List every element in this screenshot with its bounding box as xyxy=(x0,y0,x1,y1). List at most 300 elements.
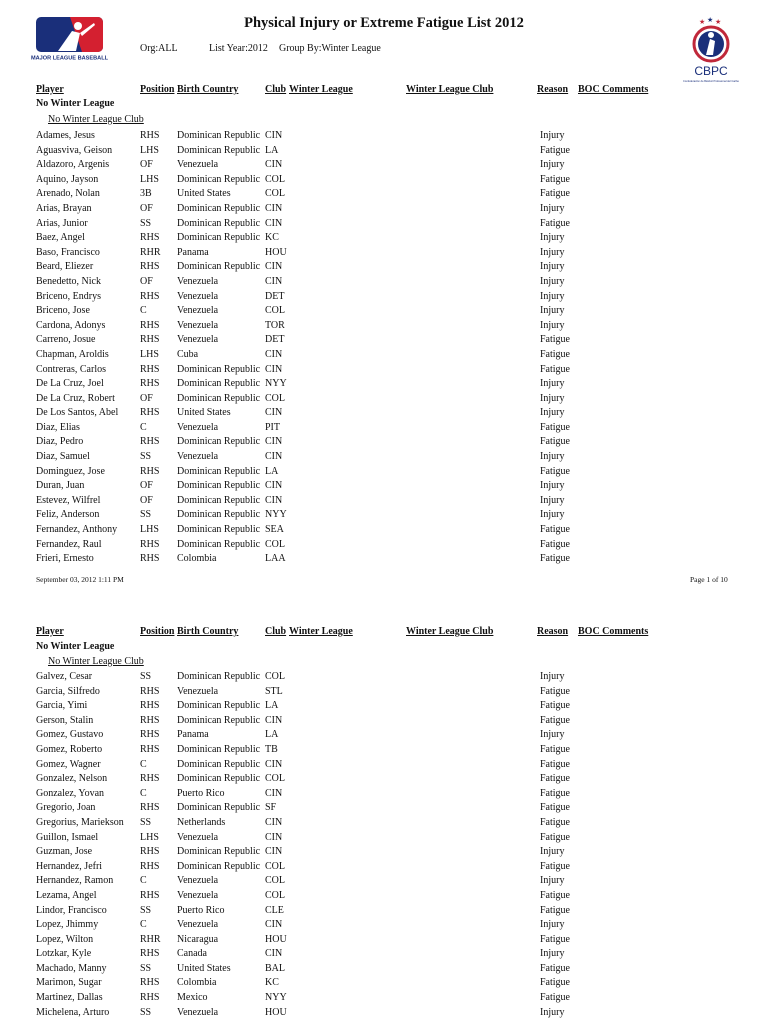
player-birth-country: Dominican Republic xyxy=(177,773,261,785)
player-position: SS xyxy=(140,217,152,229)
col-reason: Reason xyxy=(537,626,569,637)
player-birth-country: Dominican Republic xyxy=(177,378,261,390)
player-position: C xyxy=(140,919,147,931)
table-row xyxy=(0,305,768,320)
player-club: CIN xyxy=(265,130,283,141)
player-reason: Injury xyxy=(540,494,565,506)
player-name: Lezama, Angel xyxy=(36,889,97,901)
table-row xyxy=(0,232,768,247)
player-position: OF xyxy=(140,159,153,171)
player-club: LAA xyxy=(265,553,286,565)
player-birth-country: Puerto Rico xyxy=(177,904,225,916)
svg-text:★: ★ xyxy=(707,16,714,24)
player-reason: Fatigue xyxy=(540,816,570,828)
player-club: COL xyxy=(265,538,285,550)
table-row xyxy=(0,261,768,276)
player-reason: Fatigue xyxy=(540,188,570,200)
player-club: CIN xyxy=(265,480,283,492)
player-name: Gregorius, Mariekson xyxy=(36,816,124,828)
table-row xyxy=(0,788,768,803)
player-name: Hernandez, Ramon xyxy=(36,875,114,887)
player-reason: Fatigue xyxy=(540,962,570,974)
table-row xyxy=(0,218,768,233)
player-club: DET xyxy=(265,290,285,302)
player-reason: Injury xyxy=(540,275,565,287)
table-row xyxy=(0,729,768,744)
player-name: Diaz, Samuel xyxy=(36,451,90,463)
player-position: RHS xyxy=(140,319,160,331)
player-club: CIN xyxy=(265,202,283,214)
player-birth-country: Dominican Republic xyxy=(177,130,261,141)
player-reason: Fatigue xyxy=(540,465,570,477)
player-name: Gomez, Roberto xyxy=(36,743,103,755)
player-birth-country: United States xyxy=(177,962,231,974)
player-reason: Injury xyxy=(540,202,565,214)
page1-player-list xyxy=(0,130,768,568)
player-position: RHS xyxy=(140,700,160,712)
player-name: Hernandez, Jefri xyxy=(36,860,103,872)
table-row xyxy=(0,247,768,262)
table-row xyxy=(0,422,768,437)
col-winter-league: Winter League xyxy=(289,626,353,637)
table-row xyxy=(0,539,768,554)
page2-player-list xyxy=(0,671,768,1021)
player-club: COL xyxy=(265,305,285,317)
player-position: RHS xyxy=(140,407,160,419)
player-position: RHS xyxy=(140,992,160,1004)
player-name: De La Cruz, Joel xyxy=(36,378,104,390)
player-name: Gerson, Stalin xyxy=(36,714,94,726)
player-name: Fernandez, Raul xyxy=(36,538,102,550)
player-birth-country: Panama xyxy=(177,729,209,741)
table-row xyxy=(0,744,768,759)
player-club: STL xyxy=(265,685,283,697)
player-reason: Injury xyxy=(540,846,565,858)
player-position: C xyxy=(140,421,147,433)
col-reason: Reason xyxy=(537,84,569,95)
player-reason: Fatigue xyxy=(540,217,570,229)
player-name: Guillon, Ismael xyxy=(36,831,99,843)
player-reason: Injury xyxy=(540,290,565,302)
player-club: COL xyxy=(265,860,285,872)
table-row xyxy=(0,378,768,393)
player-club: CIN xyxy=(265,948,283,960)
player-name: Gregorio, Joan xyxy=(36,802,96,814)
player-birth-country: Dominican Republic xyxy=(177,700,261,712)
player-position: RHS xyxy=(140,846,160,858)
player-birth-country: Dominican Republic xyxy=(177,261,261,273)
player-birth-country: Dominican Republic xyxy=(177,671,261,682)
player-position: SS xyxy=(140,451,152,463)
table-row xyxy=(0,451,768,466)
player-club: NYY xyxy=(265,509,287,521)
table-row xyxy=(0,159,768,174)
col-position: Position xyxy=(140,84,175,95)
player-name: Garcia, Silfredo xyxy=(36,685,100,697)
player-name: Guzman, Jose xyxy=(36,846,93,858)
player-name: Briceno, Endrys xyxy=(36,290,101,302)
player-position: SS xyxy=(140,962,152,974)
player-club: DET xyxy=(265,334,285,346)
player-reason: Fatigue xyxy=(540,173,570,185)
player-position: RHS xyxy=(140,685,160,697)
section-winter-league: No Winter League xyxy=(36,98,115,109)
player-club: CIN xyxy=(265,436,283,448)
player-birth-country: Dominican Republic xyxy=(177,802,261,814)
player-position: RHS xyxy=(140,860,160,872)
player-birth-country: Cuba xyxy=(177,348,199,360)
player-club: COL xyxy=(265,392,285,404)
player-club: LA xyxy=(265,700,279,712)
cbpc-logo-subtitle: Confederación de Béisbol Profesional del Caribe xyxy=(683,80,739,83)
table-row xyxy=(0,174,768,189)
player-name: Estevez, Wilfrel xyxy=(36,494,101,506)
player-name: Dominguez, Jose xyxy=(36,465,105,477)
player-position: RHS xyxy=(140,334,160,346)
player-reason: Fatigue xyxy=(540,992,570,1004)
player-birth-country: Dominican Republic xyxy=(177,436,261,448)
player-club: KC xyxy=(265,232,279,244)
player-club: LA xyxy=(265,729,279,741)
player-birth-country: Venezuela xyxy=(177,290,219,302)
player-position: RHS xyxy=(140,948,160,960)
table-row xyxy=(0,934,768,949)
report-title: Physical Injury or Extreme Fatigue List 2012 xyxy=(244,15,524,31)
player-club: LA xyxy=(265,465,279,477)
col-boc-comments: BOC Comments xyxy=(578,84,649,95)
player-club: CIN xyxy=(265,494,283,506)
player-name: Fernandez, Anthony xyxy=(36,524,118,536)
player-birth-country: Dominican Republic xyxy=(177,217,261,229)
player-club: COL xyxy=(265,671,285,682)
table-row xyxy=(0,977,768,992)
table-row xyxy=(0,436,768,451)
player-birth-country: Colombia xyxy=(177,553,217,565)
player-position: RHS xyxy=(140,261,160,273)
table-row xyxy=(0,890,768,905)
table-row xyxy=(0,276,768,291)
player-club: CIN xyxy=(265,363,283,375)
table-row xyxy=(0,715,768,730)
player-name: Cardona, Adonys xyxy=(36,319,106,331)
player-position: RHR xyxy=(140,246,161,258)
table-row xyxy=(0,291,768,306)
player-reason: Injury xyxy=(540,729,565,741)
player-club: SF xyxy=(265,802,277,814)
col-club: Club xyxy=(265,626,287,637)
player-reason: Fatigue xyxy=(540,348,570,360)
player-club: HOU xyxy=(265,933,287,945)
player-position: RHS xyxy=(140,538,160,550)
table-row xyxy=(0,495,768,510)
player-name: De Los Santos, Abel xyxy=(36,407,119,419)
player-name: Adames, Jesus xyxy=(36,130,95,141)
player-position: C xyxy=(140,875,147,887)
table-row xyxy=(0,393,768,408)
player-birth-country: Dominican Republic xyxy=(177,232,261,244)
player-birth-country: Dominican Republic xyxy=(177,494,261,506)
player-name: De La Cruz, Robert xyxy=(36,392,115,404)
player-name: Baso, Francisco xyxy=(36,246,100,258)
player-name: Arenado, Nolan xyxy=(36,188,100,200)
player-position: SS xyxy=(140,904,152,916)
col-boc-comments: BOC Comments xyxy=(578,626,649,637)
col-birth-country: Birth Country xyxy=(177,626,239,637)
player-birth-country: Dominican Republic xyxy=(177,524,261,536)
table-row xyxy=(0,759,768,774)
player-birth-country: Venezuela xyxy=(177,919,219,931)
player-position: SS xyxy=(140,671,152,682)
section-winter-league: No Winter League xyxy=(36,641,115,652)
player-birth-country: Dominican Republic xyxy=(177,392,261,404)
player-reason: Injury xyxy=(540,232,565,244)
player-reason: Injury xyxy=(540,392,565,404)
player-club: CIN xyxy=(265,451,283,463)
player-position: RHS xyxy=(140,773,160,785)
player-name: Arias, Brayan xyxy=(36,202,92,214)
player-position: LHS xyxy=(140,348,159,360)
player-birth-country: Dominican Republic xyxy=(177,846,261,858)
footer-page-number: Page 1 of 10 xyxy=(690,575,728,584)
player-name: Diaz, Elias xyxy=(36,421,80,433)
col-position: Position xyxy=(140,626,175,637)
player-name: Beard, Eliezer xyxy=(36,261,94,273)
player-club: CIN xyxy=(265,816,283,828)
player-reason: Fatigue xyxy=(540,802,570,814)
player-position: RHS xyxy=(140,802,160,814)
group-by: Group By:Winter League xyxy=(279,43,381,54)
player-position: OF xyxy=(140,275,153,287)
player-position: OF xyxy=(140,392,153,404)
player-name: Duran, Juan xyxy=(36,480,85,492)
table-row xyxy=(0,919,768,934)
player-birth-country: Venezuela xyxy=(177,305,219,317)
player-name: Galvez, Cesar xyxy=(36,671,93,682)
player-position: OF xyxy=(140,202,153,214)
player-club: HOU xyxy=(265,1006,287,1018)
player-birth-country: Venezuela xyxy=(177,875,219,887)
player-birth-country: Dominican Republic xyxy=(177,363,261,375)
player-reason: Injury xyxy=(540,1006,565,1018)
table-row xyxy=(0,407,768,422)
player-birth-country: Dominican Republic xyxy=(177,860,261,872)
player-club: CIN xyxy=(265,846,283,858)
player-birth-country: Dominican Republic xyxy=(177,144,261,156)
player-birth-country: Colombia xyxy=(177,977,217,989)
player-reason: Injury xyxy=(540,451,565,463)
player-reason: Injury xyxy=(540,509,565,521)
player-reason: Fatigue xyxy=(540,436,570,448)
player-birth-country: Venezuela xyxy=(177,831,219,843)
player-position: LHS xyxy=(140,144,159,156)
player-name: Marimon, Sugar xyxy=(36,977,102,989)
player-club: CIN xyxy=(265,261,283,273)
group-winter-league-club: No Winter League Club xyxy=(48,114,144,125)
player-position: RHS xyxy=(140,378,160,390)
col-birth-country: Birth Country xyxy=(177,84,239,95)
col-player: Player xyxy=(36,84,64,95)
player-birth-country: Dominican Republic xyxy=(177,480,261,492)
player-birth-country: Venezuela xyxy=(177,421,219,433)
table-row xyxy=(0,905,768,920)
player-name: Gomez, Gustavo xyxy=(36,729,104,741)
player-reason: Fatigue xyxy=(540,363,570,375)
player-club: CIN xyxy=(265,159,283,171)
cbpc-logo-text: CBPC xyxy=(694,64,728,78)
player-reason: Fatigue xyxy=(540,421,570,433)
player-club: HOU xyxy=(265,246,287,258)
table-row xyxy=(0,875,768,890)
player-name: Martinez, Dallas xyxy=(36,992,103,1004)
player-club: COL xyxy=(265,875,285,887)
player-position: OF xyxy=(140,480,153,492)
player-club: COL xyxy=(265,173,285,185)
player-club: KC xyxy=(265,977,279,989)
player-birth-country: Dominican Republic xyxy=(177,743,261,755)
player-birth-country: Dominican Republic xyxy=(177,538,261,550)
player-name: Frieri, Ernesto xyxy=(36,553,94,565)
player-position: OF xyxy=(140,494,153,506)
player-club: TB xyxy=(265,743,278,755)
player-position: C xyxy=(140,305,147,317)
player-name: Aldazoro, Argenis xyxy=(36,159,110,171)
player-birth-country: Netherlands xyxy=(177,816,226,828)
player-reason: Fatigue xyxy=(540,334,570,346)
player-position: RHS xyxy=(140,290,160,302)
player-reason: Fatigue xyxy=(540,144,570,156)
player-name: Briceno, Jose xyxy=(36,305,90,317)
player-club: COL xyxy=(265,773,285,785)
table-row xyxy=(0,992,768,1007)
player-name: Michelena, Arturo xyxy=(36,1006,110,1018)
player-club: PIT xyxy=(265,421,280,433)
player-birth-country: Venezuela xyxy=(177,685,219,697)
player-reason: Injury xyxy=(540,378,565,390)
player-birth-country: Dominican Republic xyxy=(177,173,261,185)
player-club: SEA xyxy=(265,524,284,536)
table-row xyxy=(0,364,768,379)
player-birth-country: Venezuela xyxy=(177,275,219,287)
svg-text:★: ★ xyxy=(715,18,722,26)
player-birth-country: Dominican Republic xyxy=(177,465,261,477)
player-name: Contreras, Carlos xyxy=(36,363,106,375)
player-reason: Injury xyxy=(540,480,565,492)
player-name: Aquino, Jayson xyxy=(36,173,99,185)
player-name: Arias, Junior xyxy=(36,217,88,229)
player-club: CIN xyxy=(265,758,283,770)
player-birth-country: Venezuela xyxy=(177,334,219,346)
player-position: RHS xyxy=(140,232,160,244)
table-row xyxy=(0,802,768,817)
col-winter-league: Winter League xyxy=(289,84,353,95)
player-birth-country: Dominican Republic xyxy=(177,202,261,214)
player-reason: Injury xyxy=(540,407,565,419)
player-reason: Fatigue xyxy=(540,831,570,843)
player-birth-country: Mexico xyxy=(177,992,208,1004)
table-row xyxy=(0,524,768,539)
table-row xyxy=(0,963,768,978)
table-row xyxy=(0,349,768,364)
table-row xyxy=(0,948,768,963)
player-club: CIN xyxy=(265,831,283,843)
player-position: RHS xyxy=(140,743,160,755)
player-birth-country: United States xyxy=(177,407,231,419)
player-club: CIN xyxy=(265,348,283,360)
player-name: Lopez, Jhimmy xyxy=(36,919,99,931)
player-name: Gonzalez, Yovan xyxy=(36,787,105,799)
table-row xyxy=(0,700,768,715)
cbpc-logo xyxy=(683,15,739,95)
player-name: Gonzalez, Nelson xyxy=(36,773,108,785)
player-position: RHS xyxy=(140,714,160,726)
table-row xyxy=(0,334,768,349)
player-name: Lopez, Wilton xyxy=(36,933,94,945)
player-position: RHS xyxy=(140,977,160,989)
player-club: LA xyxy=(265,144,279,156)
player-name: Aguasviva, Geison xyxy=(36,144,113,156)
group-winter-league-club: No Winter League Club xyxy=(48,656,144,667)
player-position: RHS xyxy=(140,465,160,477)
player-reason: Fatigue xyxy=(540,700,570,712)
player-reason: Fatigue xyxy=(540,933,570,945)
player-reason: Fatigue xyxy=(540,904,570,916)
player-reason: Injury xyxy=(540,948,565,960)
player-club: COL xyxy=(265,889,285,901)
player-position: RHS xyxy=(140,729,160,741)
player-reason: Injury xyxy=(540,130,565,141)
player-reason: Fatigue xyxy=(540,787,570,799)
player-reason: Fatigue xyxy=(540,524,570,536)
org-filter: Org:ALL xyxy=(140,43,178,54)
player-name: Feliz, Anderson xyxy=(36,509,100,521)
player-reason: Injury xyxy=(540,319,565,331)
player-reason: Fatigue xyxy=(540,758,570,770)
table-row xyxy=(0,130,768,145)
table-row xyxy=(0,817,768,832)
player-position: C xyxy=(140,787,147,799)
player-position: RHR xyxy=(140,933,161,945)
col-winter-league-club: Winter League Club xyxy=(406,84,494,95)
player-reason: Injury xyxy=(540,919,565,931)
player-birth-country: United States xyxy=(177,188,231,200)
table-row xyxy=(0,686,768,701)
col-club: Club xyxy=(265,84,287,95)
player-position: RHS xyxy=(140,436,160,448)
player-reason: Injury xyxy=(540,261,565,273)
table-row xyxy=(0,145,768,160)
player-club: COL xyxy=(265,188,285,200)
player-birth-country: Venezuela xyxy=(177,319,219,331)
table-row xyxy=(0,773,768,788)
player-reason: Injury xyxy=(540,671,565,682)
player-name: Garcia, Yimi xyxy=(36,700,88,712)
player-birth-country: Dominican Republic xyxy=(177,714,261,726)
player-position: LHS xyxy=(140,831,159,843)
player-name: Lotzkar, Kyle xyxy=(36,948,92,960)
table-row xyxy=(0,480,768,495)
player-birth-country: Venezuela xyxy=(177,159,219,171)
table-row xyxy=(0,1007,768,1022)
player-club: CLE xyxy=(265,904,284,916)
player-reason: Fatigue xyxy=(540,889,570,901)
player-club: BAL xyxy=(265,962,285,974)
player-reason: Fatigue xyxy=(540,743,570,755)
player-club: CIN xyxy=(265,407,283,419)
player-birth-country: Venezuela xyxy=(177,1006,219,1018)
player-reason: Injury xyxy=(540,305,565,317)
player-reason: Fatigue xyxy=(540,860,570,872)
player-position: SS xyxy=(140,1006,152,1018)
